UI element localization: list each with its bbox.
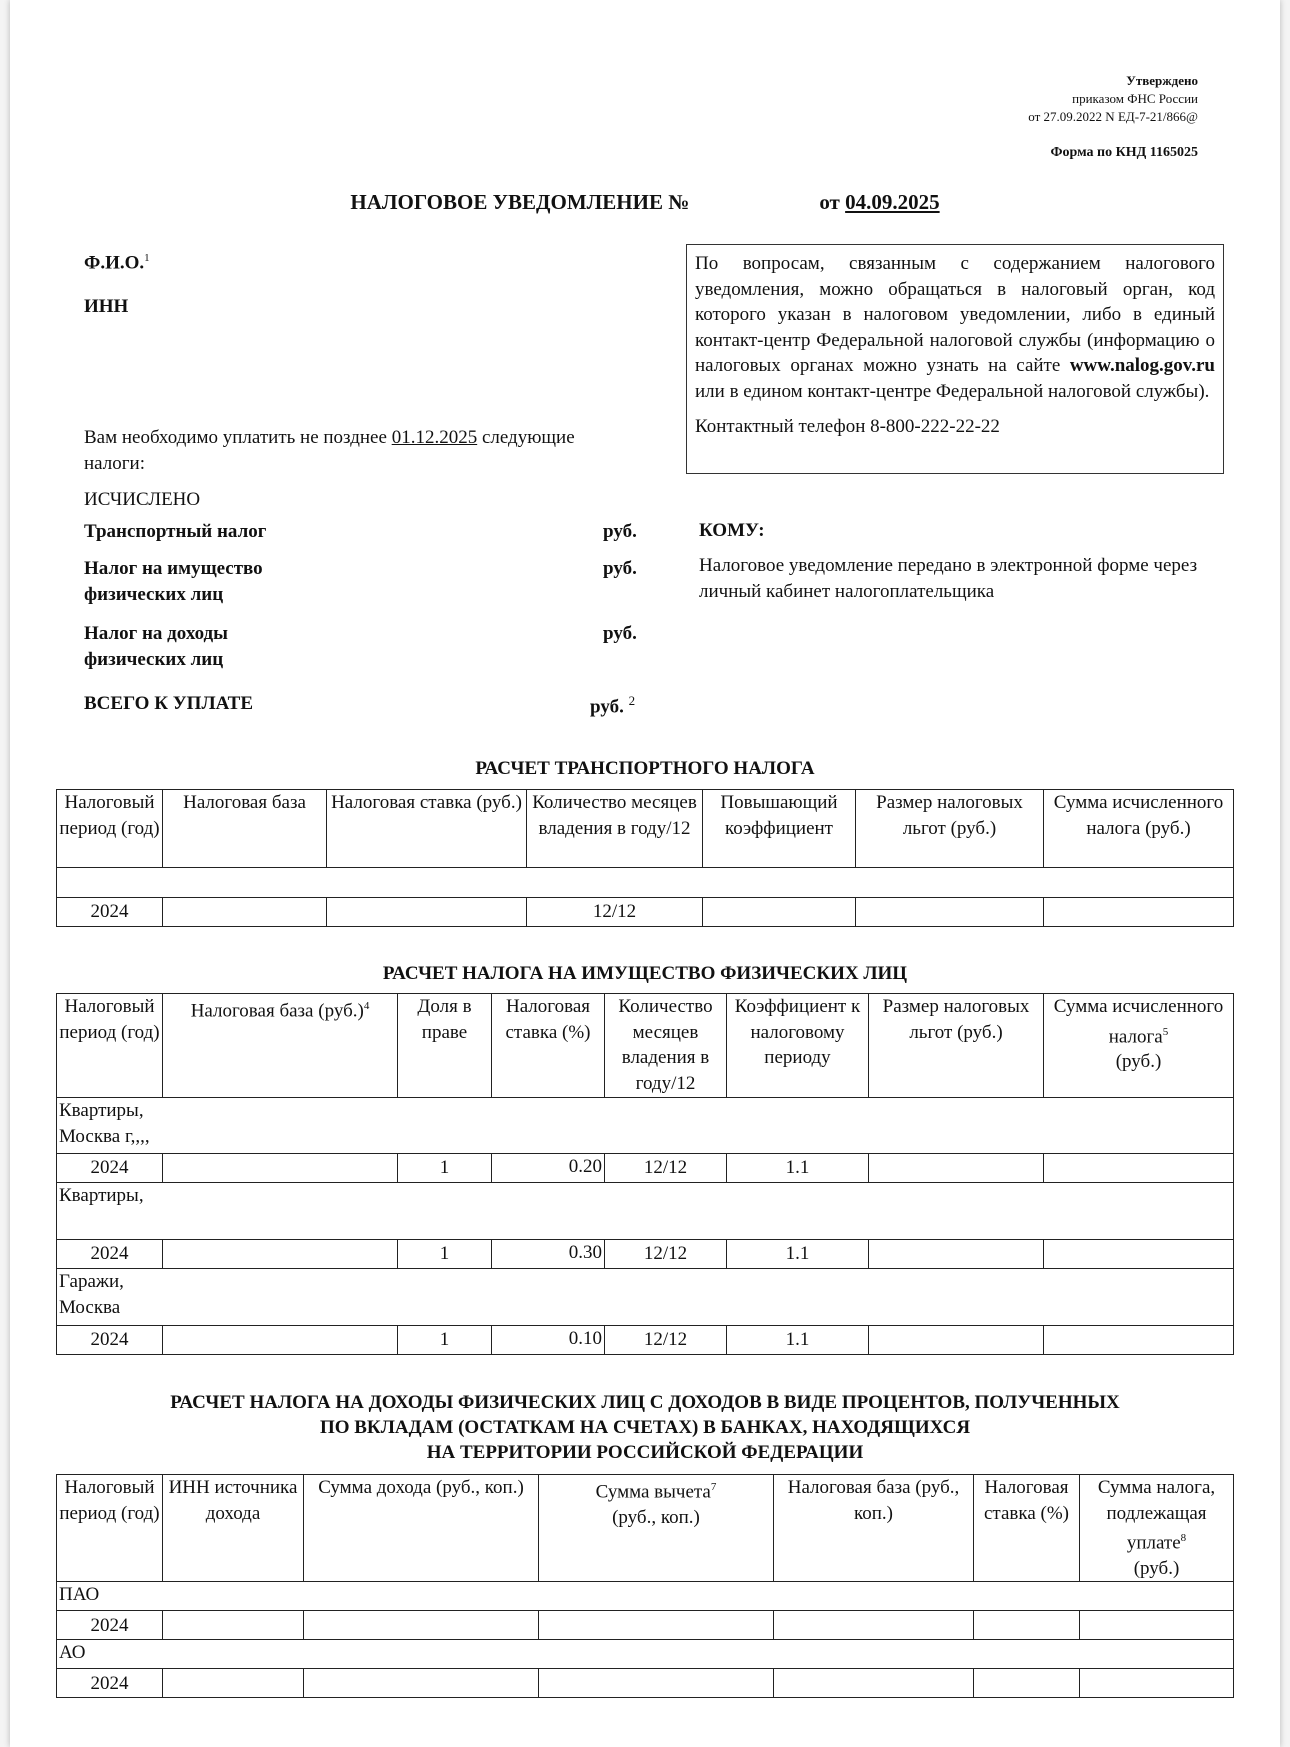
col-header: Налоговая база (руб., коп.) (774, 1475, 974, 1582)
col-header: Сумма налога, подлежащая уплате$^8$ (руб.) (1080, 1475, 1234, 1582)
property-group-row: Гаражи, Москва (57, 1269, 1234, 1326)
col-header: Налоговая ставка (руб.) (327, 790, 527, 868)
col-header: Налоговая база $(руб.)^4$ (163, 994, 398, 1098)
col-header: Сумма дохода (руб., коп.) (304, 1475, 539, 1582)
col-header: Коэффициент к налоговому периоду (727, 994, 869, 1098)
table-row: 2024 1 0.20 12/12 1.1 (57, 1154, 1234, 1183)
table-header-row (57, 790, 1234, 868)
col-header: Количество месяцев владения в году/12 (605, 994, 727, 1098)
col-header: Сумма вычета$^7$ (руб., коп.) (539, 1475, 774, 1582)
vehicle-row (57, 868, 1234, 898)
order-label: приказом ФНС России (1072, 91, 1198, 106)
transport-tax-rub: руб. (603, 521, 637, 542)
document-title (10, 190, 1280, 215)
income-tax-label: Налог на доходы физических лиц (84, 623, 228, 670)
nalog-site-link: www.nalog.gov.ru (1069, 355, 1215, 376)
income-table-title: РАСЧЕТ НАЛОГА НА ДОХОДЫ ФИЗИЧЕСКИХ ЛИЦ С ДОХОДОВ В ВИДЕ ПРОЦЕНТОВ, ПОЛУЧЕННЫХ ПО ВКЛАДАМ (ОСТАТКАМ НА СЧЕТАХ) В БАНКАХ, НАХОДЯЩИХСЯ НА ТЕРРИТОРИИ РОССИЙСКОЙ ФЕДЕРАЦИИ (170, 1392, 1120, 1463)
order-number: от 27.09.2022 N ЕД-7-21/866@ (1028, 109, 1198, 124)
property-group-row: Квартиры, (57, 1183, 1234, 1240)
payment-instruction: Вам необходимо уплатить не позднее 01.12.2025 следующие налоги: (84, 427, 575, 474)
contact-phone: Контактный телефон 8-800-222-22-22 (695, 416, 1000, 437)
transport-table-title: РАСЧЕТ ТРАНСПОРТНОГО НАЛОГА (475, 758, 815, 779)
form-code: Форма по КНД 1165025 (1050, 145, 1198, 160)
col-header: Налоговая ставка (%) (492, 994, 605, 1098)
col-header: Сумма исчисленного налога (руб.) (1044, 790, 1234, 868)
payment-deadline: 01.12.2025 (391, 427, 478, 448)
inn-label: ИНН (84, 296, 129, 317)
approved-label: Утверждено (1126, 73, 1198, 88)
property-tax-table (56, 993, 1234, 1355)
col-header: ИНН источника дохода (163, 1475, 304, 1582)
bank-group-row: АО (57, 1640, 1234, 1669)
col-header: Налоговый период (год) (57, 994, 163, 1098)
calculated-label: ИСЧИСЛЕНО (84, 489, 201, 510)
table-row: 2024 1 0.10 12/12 1.1 (57, 1326, 1234, 1355)
table-header-row (57, 1475, 1234, 1582)
col-header: Повышающий коэффициент (703, 790, 856, 868)
table-row: 2024 (57, 1669, 1234, 1698)
property-tax-rub: руб. (603, 558, 637, 579)
fio-label: Ф.И.О.$^1$ (84, 252, 150, 274)
col-header: Налоговый период (год) (57, 790, 163, 868)
transport-tax-table (56, 789, 1234, 927)
table-row: 2024 12/12 (57, 898, 1234, 927)
tax-notice-page (10, 0, 1280, 1747)
total-rub: руб. $^2$ (590, 693, 636, 718)
col-header: Размер налоговых льгот (руб.) (856, 790, 1044, 868)
recipient-text: Налоговое уведомление передано в электронной форме через личный кабинет налогоплательщика (699, 555, 1198, 602)
table-row: 2024 (57, 1611, 1234, 1640)
notice-date: 04.09.2025 (845, 190, 940, 214)
col-header: Доля в праве (398, 994, 492, 1098)
info-text: По вопросам, связанным с содержанием налогового уведомления, можно обращаться в налоговый орган, код которого указан в налоговом уведомлении, либо в единый контакт-центр Федеральной налоговой службы (информацию о налоговых органах можно узнать на сайте www.nalog.gov.ru или в едином контакт-центре Федеральной налоговой службы). (695, 253, 1215, 402)
col-header: Количество месяцев владения в году/12 (527, 790, 703, 868)
property-table-title: РАСЧЕТ НАЛОГА НА ИМУЩЕСТВО ФИЗИЧЕСКИХ ЛИЦ (382, 963, 908, 984)
date-prefix: от (819, 190, 840, 214)
income-tax-rub: руб. (603, 623, 637, 644)
total-label: ВСЕГО К УПЛАТЕ (84, 693, 254, 714)
property-tax-label: Налог на имущество физических лиц (84, 558, 263, 605)
transport-tax-label: Транспортный налог (84, 521, 267, 542)
col-header: Сумма исчисленного налога$^5$ (руб.) (1044, 994, 1234, 1098)
col-header: Налоговый период (год) (57, 1475, 163, 1582)
col-header: Размер налоговых льгот (руб.) (869, 994, 1044, 1098)
bank-group-row: ПАО (57, 1582, 1234, 1611)
approval-stamp (1028, 72, 1198, 126)
recipient-label: КОМУ: (699, 520, 765, 541)
col-header: Налоговая база (163, 790, 327, 868)
info-box (686, 244, 1224, 474)
table-row: 2024 1 0.30 12/12 1.1 (57, 1240, 1234, 1269)
table-header-row (57, 994, 1234, 1098)
col-header: Налоговая ставка (%) (974, 1475, 1080, 1582)
property-group-row: Квартиры, Москва г,,,, (57, 1098, 1234, 1154)
income-tax-table (56, 1474, 1234, 1698)
title-text: НАЛОГОВОЕ УВЕДОМЛЕНИЕ № (350, 190, 690, 214)
